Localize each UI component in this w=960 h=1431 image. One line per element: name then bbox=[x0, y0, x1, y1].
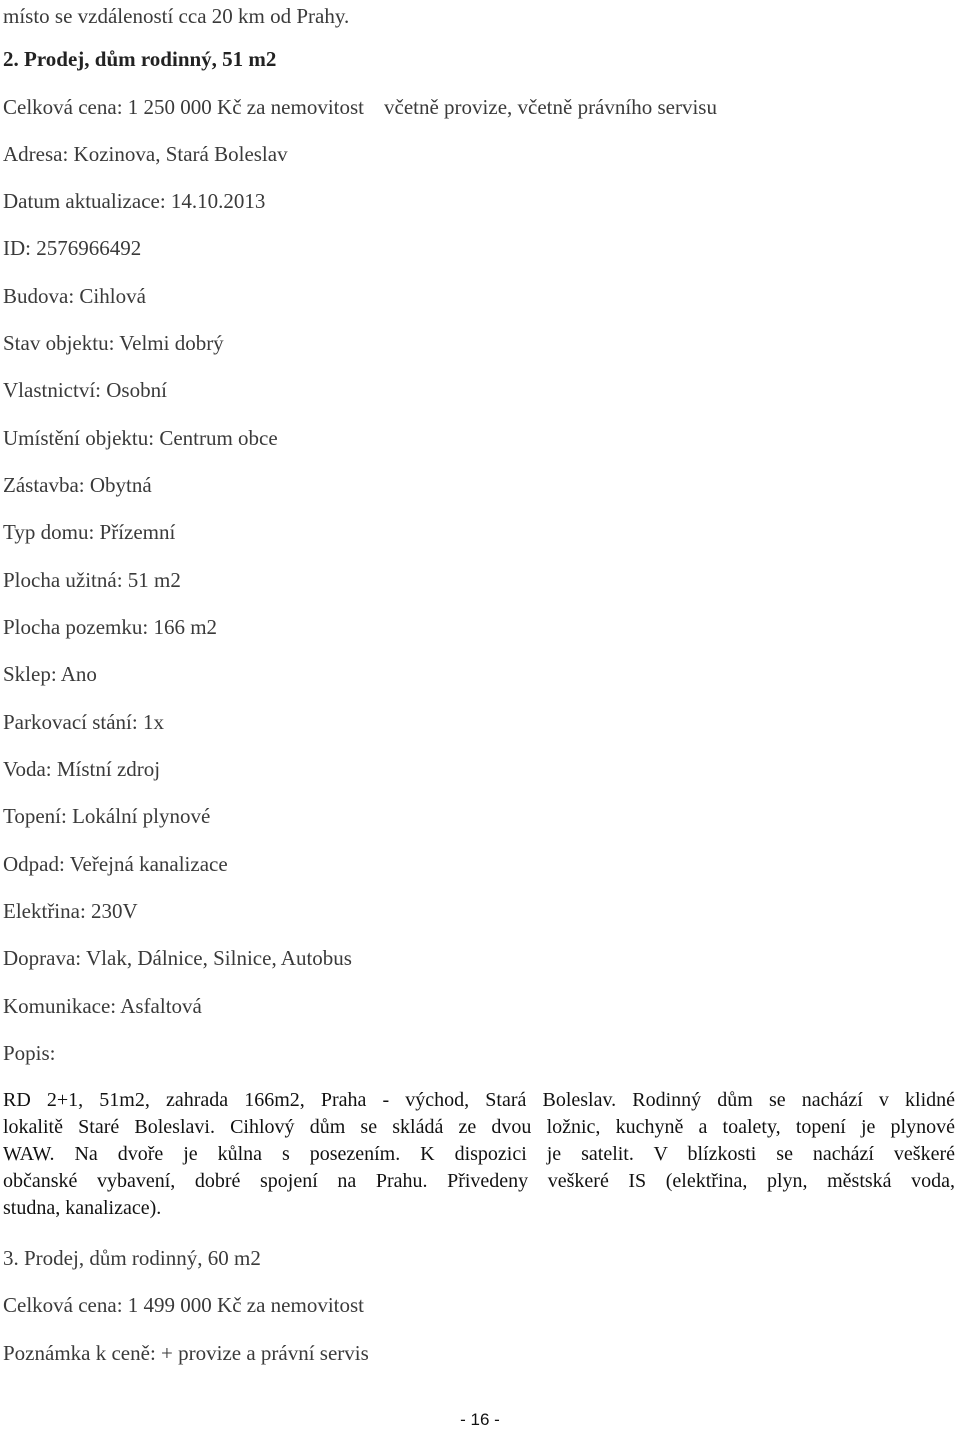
listing-2-address: Adresa: Kozinova, Stará Boleslav bbox=[3, 142, 288, 166]
description-label: Popis: bbox=[3, 1041, 56, 1065]
description-line: studna, kanalizace). bbox=[3, 1197, 162, 1219]
listing-2-price bbox=[3, 95, 717, 119]
attribute-cellar: Sklep: Ano bbox=[3, 662, 97, 686]
attribute-parking: Parkovací stání: 1x bbox=[3, 710, 164, 734]
attribute-heating: Topení: Lokální plynové bbox=[3, 804, 211, 828]
attribute-road: Komunikace: Asfaltová bbox=[3, 994, 202, 1018]
listing-3-price: Celková cena: 1 499 000 Kč za nemovitost bbox=[3, 1293, 364, 1317]
listing-3-heading: 3. Prodej, dům rodinný, 60 m2 bbox=[3, 1246, 261, 1270]
attribute-development: Zástavba: Obytná bbox=[3, 473, 152, 497]
page-number: - 16 - bbox=[460, 1410, 500, 1429]
description-line: lokalitě Staré Boleslavi. Cihlový dům se skládá ze dvou ložnic, kuchyně a toalety, topení je plynové bbox=[3, 1116, 955, 1138]
attribute-water: Voda: Místní zdroj bbox=[3, 757, 161, 781]
attribute-house-type: Typ domu: Přízemní bbox=[3, 520, 176, 544]
listing-2-price-text: Celková cena: 1 250 000 Kč za nemovitost bbox=[3, 95, 364, 119]
attribute-building: Budova: Cihlová bbox=[3, 284, 146, 308]
description-line: RD 2+1, 51m2, zahrada 166m2, Praha - východ, Stará Boleslav. Rodinný dům se nachází v klidné bbox=[3, 1089, 955, 1111]
description-paragraph bbox=[3, 1087, 955, 1222]
listing-2-heading: 2. Prodej, dům rodinný, 51 m2 bbox=[3, 47, 277, 71]
attribute-usable-area: Plocha užitná: 51 m2 bbox=[3, 568, 181, 592]
intro-line: místo se vzdáleností cca 20 km od Prahy. bbox=[3, 4, 350, 28]
attribute-location: Umístění objektu: Centrum obce bbox=[3, 426, 278, 450]
attribute-ownership: Vlastnictví: Osobní bbox=[3, 378, 167, 402]
listing-2-updated: Datum aktualizace: 14.10.2013 bbox=[3, 189, 266, 213]
attribute-plot-area: Plocha pozemku: 166 m2 bbox=[3, 615, 218, 639]
description-line: WAW. Na dvoře je kůlna s posezením. K dispozici je satelit. V blízkosti se nachází veškeré bbox=[3, 1143, 955, 1165]
attribute-transport: Doprava: Vlak, Dálnice, Silnice, Autobus bbox=[3, 946, 352, 970]
listing-2-price-note: včetně provize, včetně právního servisu bbox=[384, 95, 717, 119]
attribute-sewage: Odpad: Veřejná kanalizace bbox=[3, 852, 228, 876]
attribute-condition: Stav objektu: Velmi dobrý bbox=[3, 331, 224, 355]
description-line: občanské vybavení, dobré spojení na Prahu. Přivedeny veškeré IS (elektřina, plyn, městská voda, bbox=[3, 1170, 955, 1192]
listing-3-price-note: Poznámka k ceně: + provize a právní servis bbox=[3, 1341, 369, 1365]
listing-2-id: ID: 2576966492 bbox=[3, 236, 142, 260]
attribute-electricity: Elektřina: 230V bbox=[3, 899, 138, 923]
